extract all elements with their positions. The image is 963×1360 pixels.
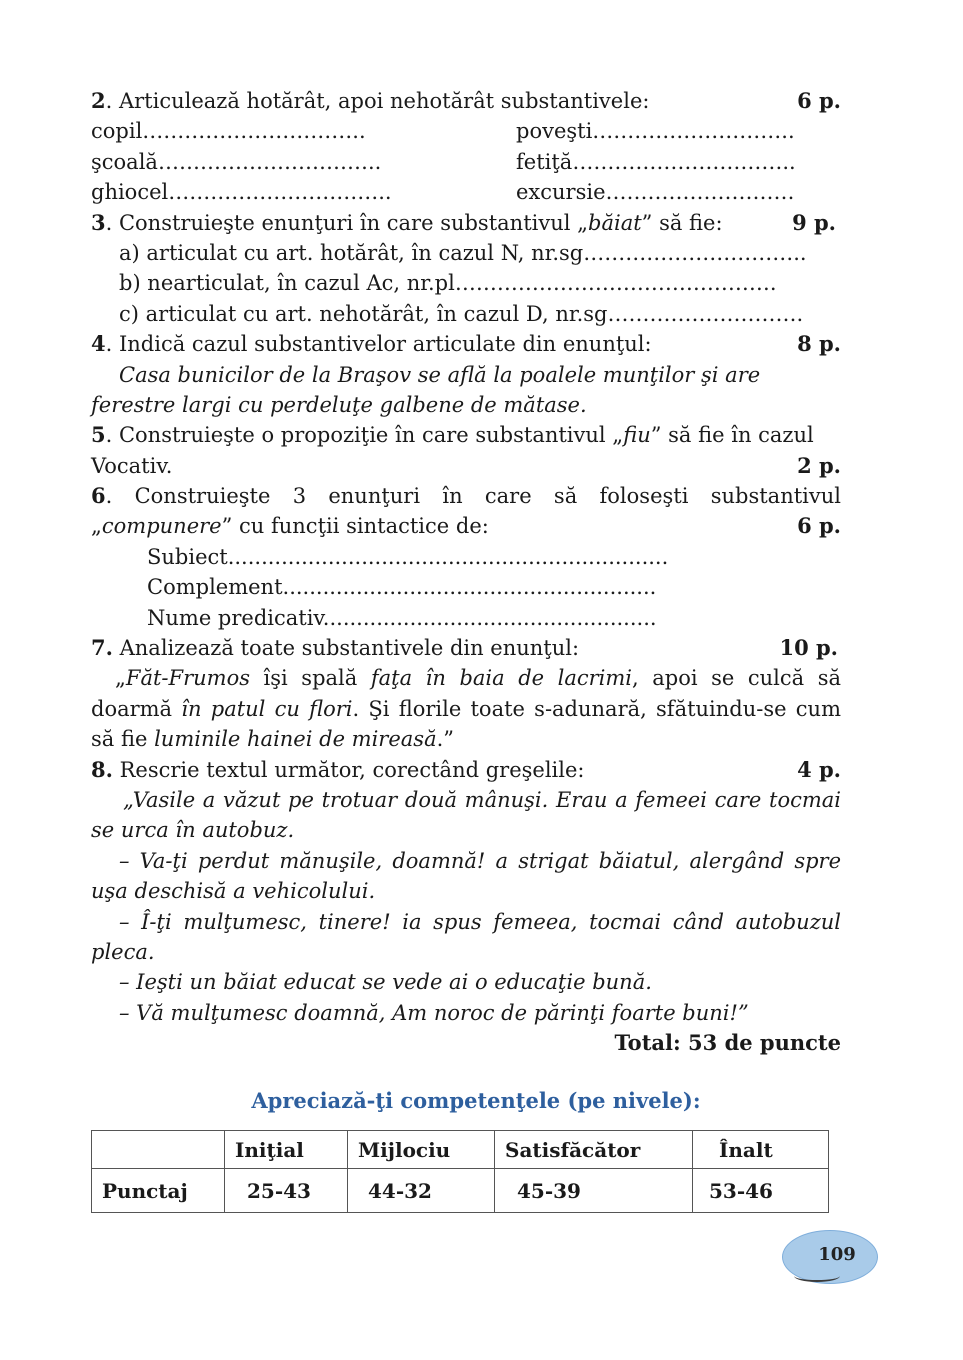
table-cell: 25-43 <box>225 1169 348 1213</box>
q8-text: Rescrie textul următor, corectând greşelile: <box>112 757 585 782</box>
q6-item: Nume predicativ.................................................. <box>147 605 657 630</box>
q4-heading <box>91 329 841 359</box>
total-score: Total: 53 de puncte <box>614 1030 841 1056</box>
table-header-cell <box>92 1131 225 1169</box>
q8-paragraph: – Va-ţi perdut mănuşile, doamnă! a strigat băiatul, alergând spre uşa deschisă a vehicolului. <box>91 848 841 904</box>
q3-number: 3 <box>91 209 106 235</box>
q2-word-row <box>91 116 841 146</box>
q7-quote: „ <box>115 666 126 691</box>
q3-text-after: ” să fie: <box>641 210 723 235</box>
q7-phrase: .” <box>436 727 455 752</box>
page-number: 109 <box>818 1244 856 1265</box>
table-header-row <box>92 1131 829 1169</box>
q2-word: poveşti……………………….. <box>516 119 795 144</box>
table-row-label: Punctaj <box>92 1169 225 1213</box>
q5-text: . Construieşte o propoziţie în care substantivul „ <box>105 423 624 448</box>
q8-number: 8. <box>91 756 113 782</box>
q2-number: 2 <box>91 88 106 113</box>
q3-word: băiat <box>588 210 642 235</box>
q8-paragraph: – Vă mulţumesc doamnă, Am noroc de părinţi foarte buni!” <box>119 1000 749 1025</box>
page-badge-swoosh <box>794 1270 840 1282</box>
q6-item: Subiect.................................................................. <box>147 544 669 569</box>
q5-heading <box>91 420 841 450</box>
q2-word: ghiocel………………………….. <box>91 180 392 205</box>
q7-phrase: în patul cu flori <box>181 696 353 721</box>
q2-word: şcoală………………………….. <box>91 149 382 174</box>
q4-sentence-line: ferestre largi cu perdeluţe galbene de mătase. <box>91 392 587 417</box>
q5-text-line2: Vocativ. <box>91 453 173 478</box>
competence-heading: Apreciază-ţi competenţele (pe nivele): <box>251 1088 701 1113</box>
q6-text-after: ” cu funcţii sintactice de: <box>221 514 489 539</box>
q3-heading <box>91 208 841 238</box>
q7-phrase: faţa în baia de lacrimi <box>370 666 633 691</box>
q7-text: Analizează toate substantivele din enunţul: <box>112 636 580 661</box>
q5-word: fiu <box>623 423 651 448</box>
q6-heading-line2 <box>91 511 841 541</box>
q5-line2 <box>91 451 841 481</box>
table-cell: 45-39 <box>495 1169 693 1213</box>
q6-item: Complement........................................................ <box>147 575 657 600</box>
q4-number: 4 <box>91 331 106 357</box>
q7-phrase: îşi spală <box>249 666 371 691</box>
q2-word: excursie……………………… <box>516 180 795 205</box>
q4-points: 8 p. <box>797 331 841 357</box>
q3-item: a) articulat cu art. hotărât, în cazul N, nr.sg………………………….. <box>119 240 807 265</box>
table-header-cell: Iniţial <box>225 1131 348 1169</box>
q7-heading <box>91 633 841 663</box>
q7-sentence <box>91 663 841 754</box>
q3-item: c) articulat cu art. nehotărât, în cazul D, nr.sg………………………. <box>119 301 804 326</box>
q7-phrase: , apoi se culcă să doarmă <box>91 666 842 721</box>
q5-number: 5 <box>91 422 106 448</box>
q2-word-row <box>91 147 841 177</box>
q4-text: . Indică cazul substantivelor articulate din enunţul: <box>105 332 652 357</box>
q2-word-row <box>91 177 841 207</box>
q5-text-after: ” să fie în cazul <box>650 423 814 448</box>
q2-word: copil………………………….. <box>91 119 366 144</box>
q6-number: 6 <box>91 483 106 509</box>
q2-heading <box>91 86 841 116</box>
q8-points: 4 p. <box>797 756 841 782</box>
competence-table <box>91 1130 829 1213</box>
q3-item: b) nearticulat, în cazul Ac, nr.pl………………………………………. <box>119 271 777 296</box>
q3-text: . Construieşte enunţuri în care substantivul „ <box>105 210 589 235</box>
q3-points: 9 p. <box>792 209 836 235</box>
q5-points: 2 p. <box>797 452 841 478</box>
q2-points: 6 p. <box>797 88 841 113</box>
exercise-sheet <box>91 86 841 1059</box>
table-header-cell: Înalt <box>693 1131 829 1169</box>
q7-number: 7. <box>91 635 113 661</box>
q6-word: compunere <box>101 514 222 539</box>
q7-phrase: luminile hainei de mireasă <box>154 727 437 752</box>
table-row <box>92 1169 829 1213</box>
q6-text: . Construieşte 3 enunţuri în care să foloseşti substantivul <box>105 484 841 509</box>
table-header-cell: Satisfăcător <box>495 1131 693 1169</box>
q7-phrase: Făt-Frumos <box>125 666 250 691</box>
q6-heading <box>91 481 841 511</box>
q2-word: fetiţă………………………….. <box>516 149 796 174</box>
q6-points: 6 p. <box>797 513 841 539</box>
table-cell: 53-46 <box>693 1169 829 1213</box>
q8-paragraph: „Vasile a văzut pe trotuar două mânuşi. Erau a femeei care tocmai se urca în autobuz. <box>91 788 841 843</box>
q8-heading <box>91 755 841 785</box>
q8-paragraph: – Ieşti un băiat educat se vede ai o educaţie bună. <box>119 970 652 995</box>
q6-quote: „ <box>91 514 102 539</box>
table-header-cell: Mijlociu <box>348 1131 495 1169</box>
q2-text: . Articulează hotărât, apoi nehotărât substantivele: <box>105 89 650 113</box>
table-cell: 44-32 <box>348 1169 495 1213</box>
q4-sentence-line: Casa bunicilor de la Braşov se află la poalele munţilor şi are <box>119 362 761 387</box>
q7-points: 10 p. <box>779 635 838 661</box>
q8-paragraph: – Î-ţi mulţumesc, tinere! ia spus femeea, tocmai când autobuzul pleca. <box>91 909 841 965</box>
q7-phrase: . Şi florile toate s-adunară, sfătuindu-se cum să fie <box>91 696 841 752</box>
